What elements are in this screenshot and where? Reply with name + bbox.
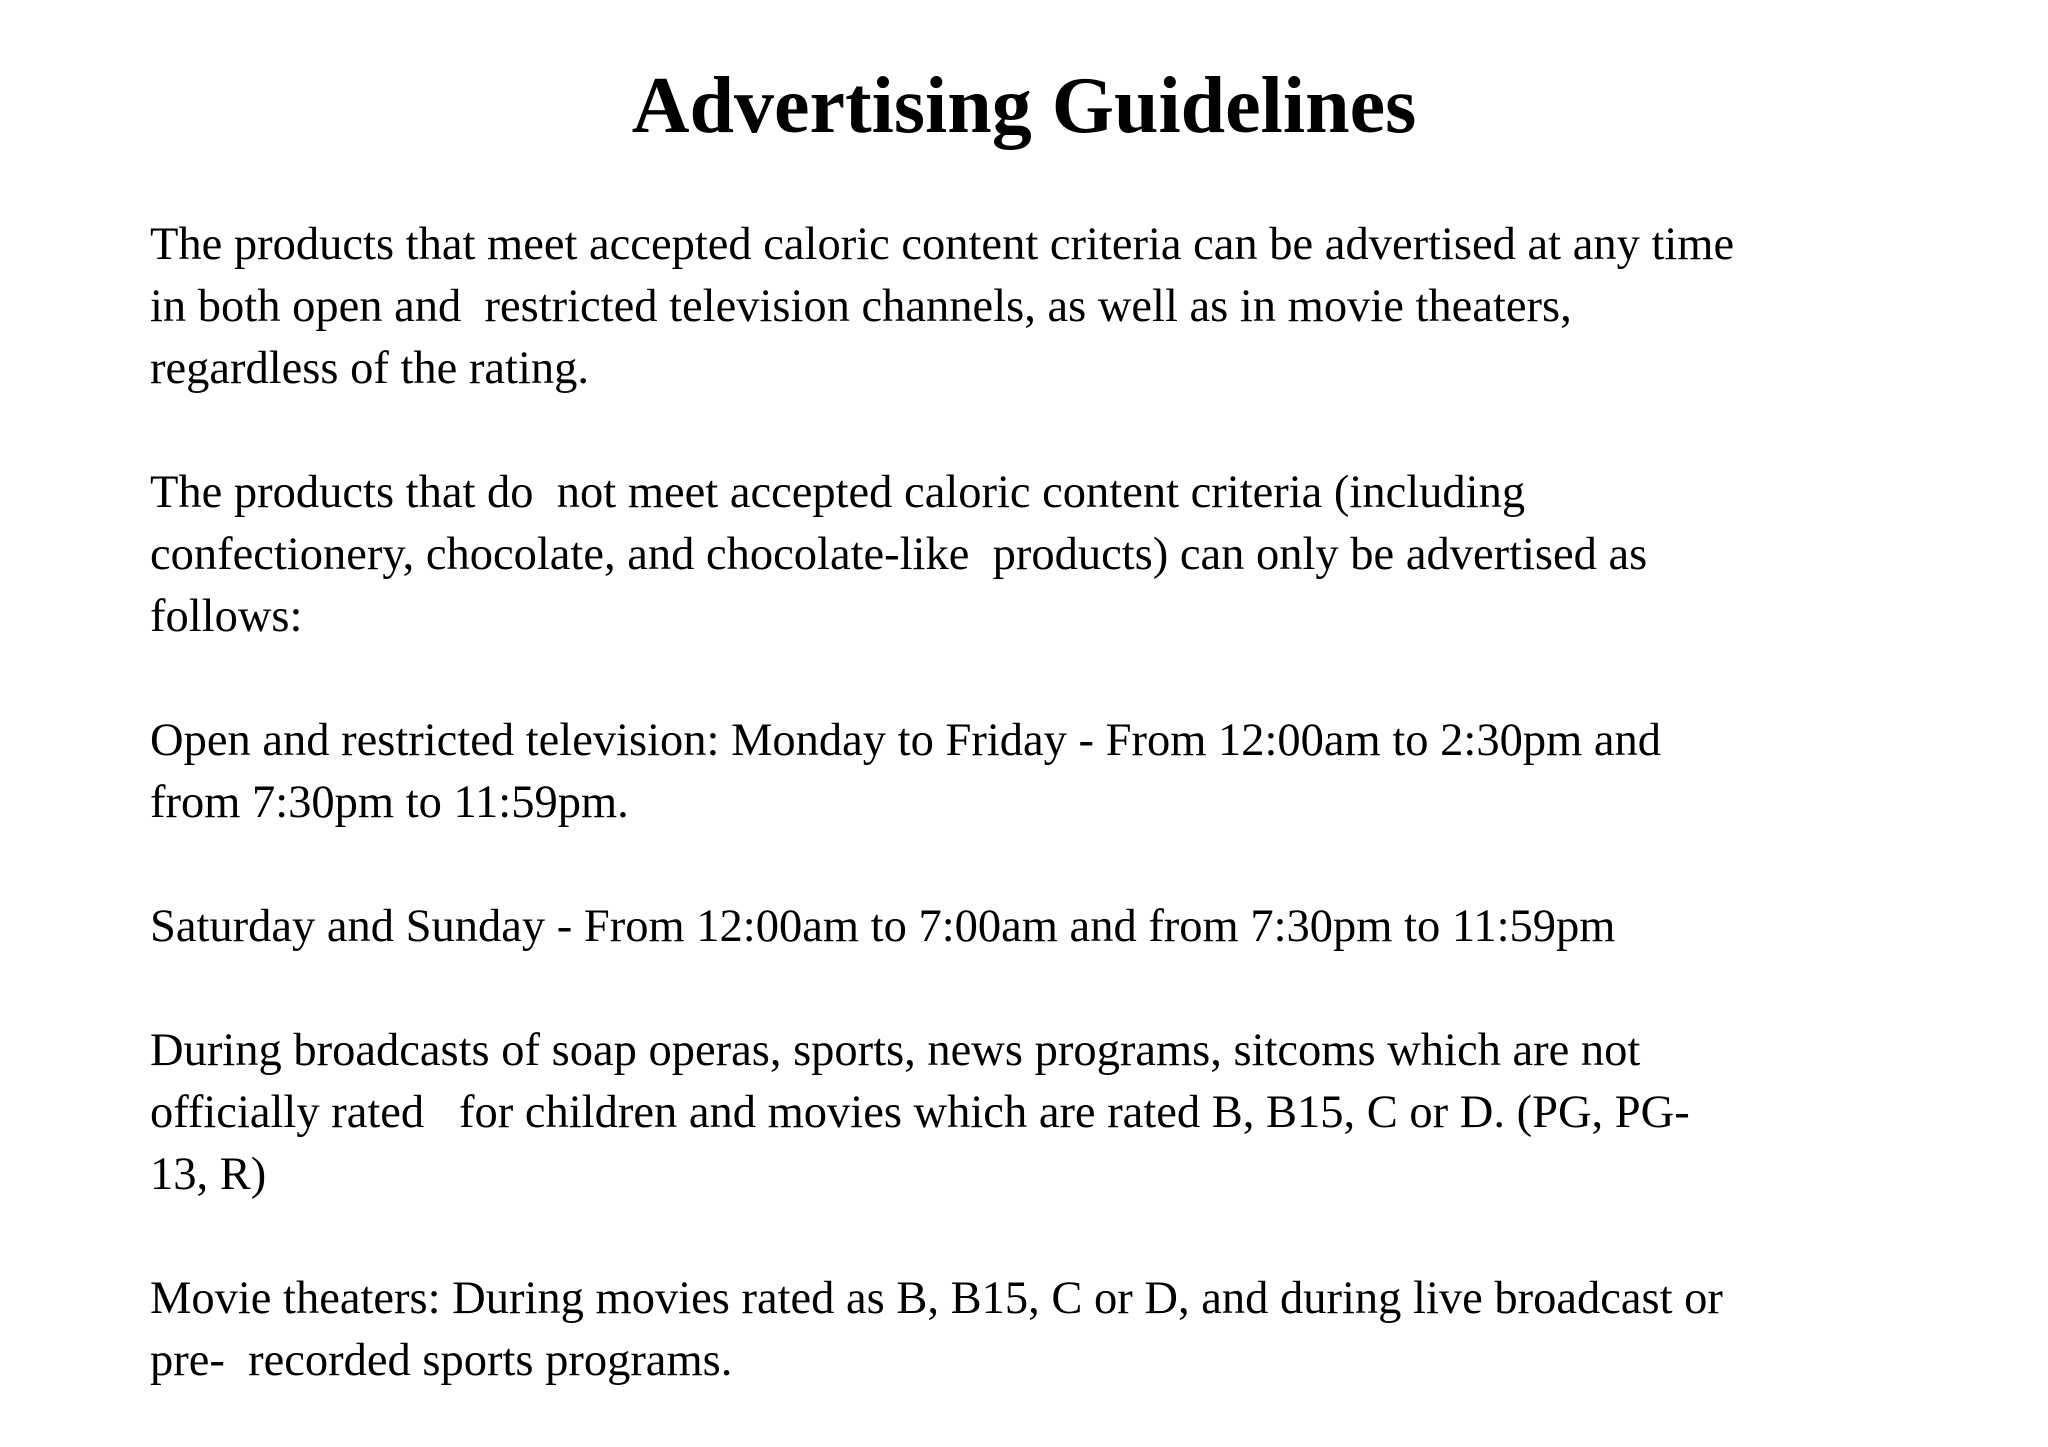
text-line: 13, R) xyxy=(150,1149,267,1200)
text-line: confectionery, chocolate, and chocolate-like products) can only be advertised as xyxy=(150,529,1648,580)
text-line: During broadcasts of soap operas, sports, news programs, sitcoms which are not xyxy=(150,1025,1641,1076)
text-line: from 7:30pm to 11:59pm. xyxy=(150,777,629,828)
text-line: The products that meet accepted caloric content criteria can be advertised at any time xyxy=(150,219,1735,270)
text-line: in both open and restricted television channels, as well as in movie theaters, xyxy=(150,281,1572,332)
text-line: regardless of the rating. xyxy=(150,343,590,394)
text-line: The products that do not meet accepted caloric content criteria (including xyxy=(150,467,1526,518)
page-title: Advertising Guidelines xyxy=(631,62,1417,150)
text-line: officially rated for children and movies which are rated B, B15, C or D. (PG, PG- xyxy=(150,1087,1690,1138)
text-line: Open and restricted television: Monday to Friday - From 12:00am to 2:30pm and xyxy=(150,715,1662,766)
text-line: pre- recorded sports programs. xyxy=(150,1335,733,1386)
text-line: Saturday and Sunday - From 12:00am to 7:00am and from 7:30pm to 11:59pm xyxy=(150,901,1616,952)
text-line: follows: xyxy=(150,591,303,642)
text-line: Movie theaters: During movies rated as B, B15, C or D, and during live broadcast or xyxy=(150,1273,1723,1324)
